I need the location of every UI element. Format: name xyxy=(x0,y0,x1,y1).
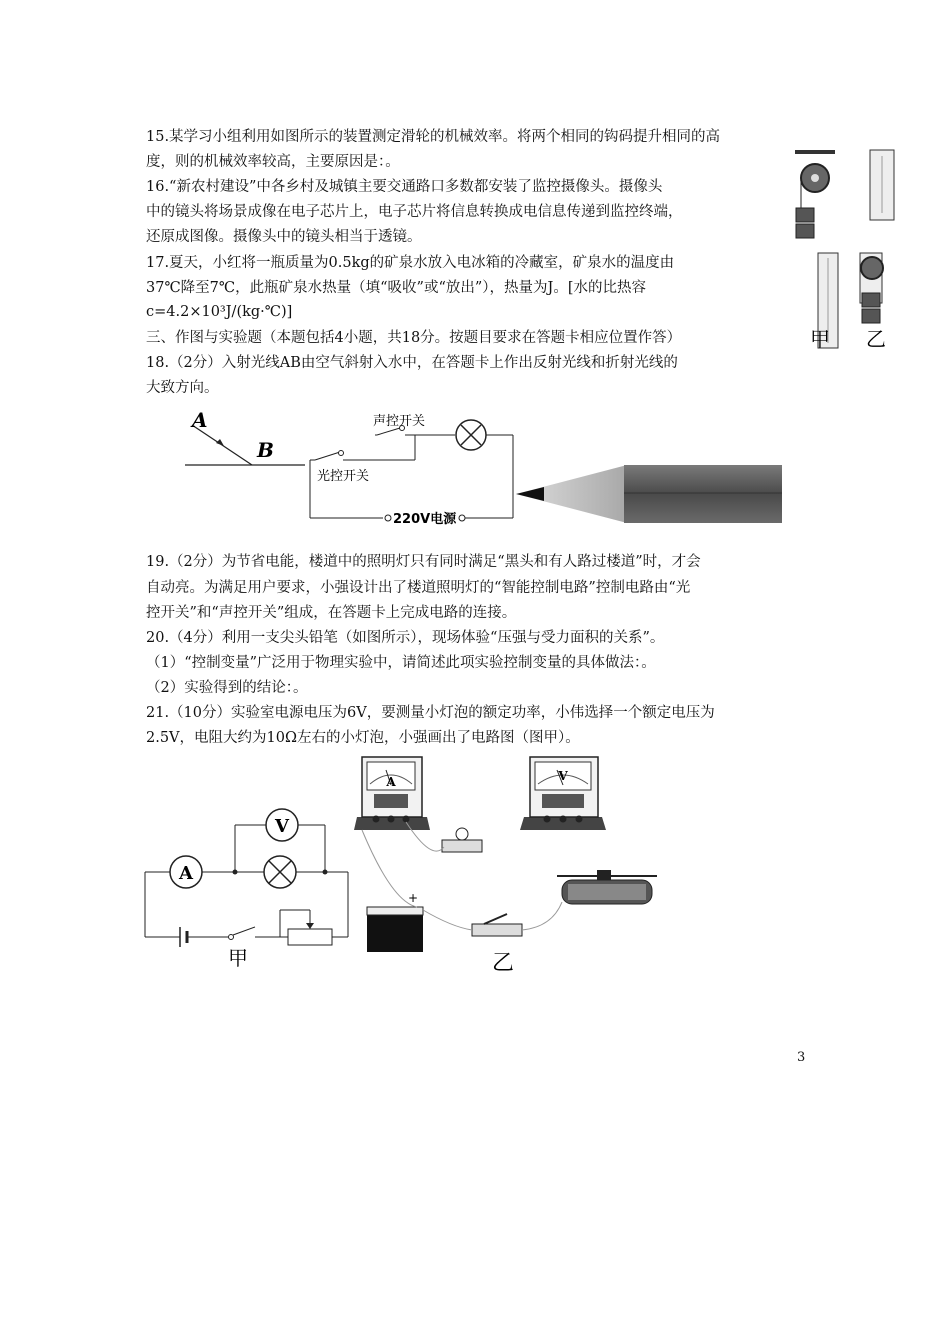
q19-line-2: 自动亮。为满足用户要求，小强设计出了楼道照明灯的“智能控制电路”控制电路由“光 xyxy=(146,580,691,596)
q17-line-1: 17.夏天，小红将一瓶质量为0.5kg的矿泉水放入电冰箱的冷藏室，矿泉水的温度由 xyxy=(146,255,675,271)
q21-apparatus xyxy=(352,752,672,977)
point-a-label: A xyxy=(192,408,208,432)
q19-line-1: 19.（2分）为节省电能，楼道中的照明灯只有同时满足“黑头和有人路过楼道”时，才会 xyxy=(146,554,701,570)
voltmeter-device-label: V xyxy=(558,769,568,783)
q17-line-2: 37℃降至7℃，此瓶矿泉水热量（填“吸收”或“放出”），热量为J。[水的比热容 xyxy=(146,280,646,296)
battery-plus-label: + xyxy=(408,891,419,905)
pulley-label-left: 甲 xyxy=(810,327,830,351)
q20-line-1: 20.（4分）利用一支尖头铅笔（如图所示），现场体验“压强与受力面积的关系”。 xyxy=(146,630,665,646)
q15-line-1: 15.某学习小组利用如图所示的装置测定滑轮的机械效率。将两个相同的钩码提升相同的高 xyxy=(146,129,721,145)
q19-circuit xyxy=(305,400,520,530)
voltmeter-symbol-label: V xyxy=(275,816,289,837)
pulley-figure xyxy=(790,148,900,353)
q15-line-2: 度，则的机械效率较高，主要原因是：。 xyxy=(146,154,400,170)
q20-line-2: （1）“控制变量”广泛用于物理实验中，请简述此项实验控制变量的具体做法：。 xyxy=(146,655,656,671)
diagram-label-left: 甲 xyxy=(228,946,248,970)
ammeter-device-label: A xyxy=(386,775,396,789)
optics-figure xyxy=(180,405,310,475)
q21-line-1: 21.（10分）实验室电源电压为6V，要测量小灯泡的额定功率，小伟选择一个额定电压为 xyxy=(146,705,715,721)
pencil-figure xyxy=(512,463,782,525)
q19-line-3: 控开关”和“声控开关”组成，在答题卡上完成电路的连接。 xyxy=(146,605,517,621)
ammeter-symbol-label: A xyxy=(179,863,193,884)
light-switch-label: 光控开关 xyxy=(317,469,370,484)
apparatus-label-right: 乙 xyxy=(492,951,515,976)
sound-switch-label: 声控开关 xyxy=(373,414,426,429)
q18-line-2: 大致方向。 xyxy=(146,380,219,396)
section-3-heading: 三、作图与实验题（本题包括4小题，共18分。按题目要求在答题卡相应位置作答） xyxy=(146,330,682,346)
q16-line-2: 中的镜头将场景成像在电子芯片上，电子芯片将信息转换成电信息传递到监控终端， xyxy=(146,204,683,220)
q16-line-1: 16.“新农村建设”中各乡村及城镇主要交通路口多数都安装了监控摄像头。摄像头 xyxy=(146,179,663,195)
q21-circuit-diagram xyxy=(140,805,360,975)
point-b-label: B xyxy=(257,438,274,462)
q16-line-3: 还原成图像。摄像头中的镜头相当于透镜。 xyxy=(146,229,422,245)
q17-line-3: c=4.2×10³J/(kg·℃)] xyxy=(146,304,293,320)
pulley-label-right: 乙 xyxy=(866,327,886,351)
power-source-label: 220V电源 xyxy=(393,512,457,527)
q20-line-3: （2）实验得到的结论：。 xyxy=(146,680,308,696)
page-number: 3 xyxy=(797,1050,806,1065)
q18-line-1: 18.（2分）入射光线AB由空气斜射入水中，在答题卡上作出反射光线和折射光线的 xyxy=(146,355,678,371)
q21-line-2: 2.5V，电阻大约为10Ω左右的小灯泡，小强画出了电路图（图甲）。 xyxy=(146,730,580,746)
